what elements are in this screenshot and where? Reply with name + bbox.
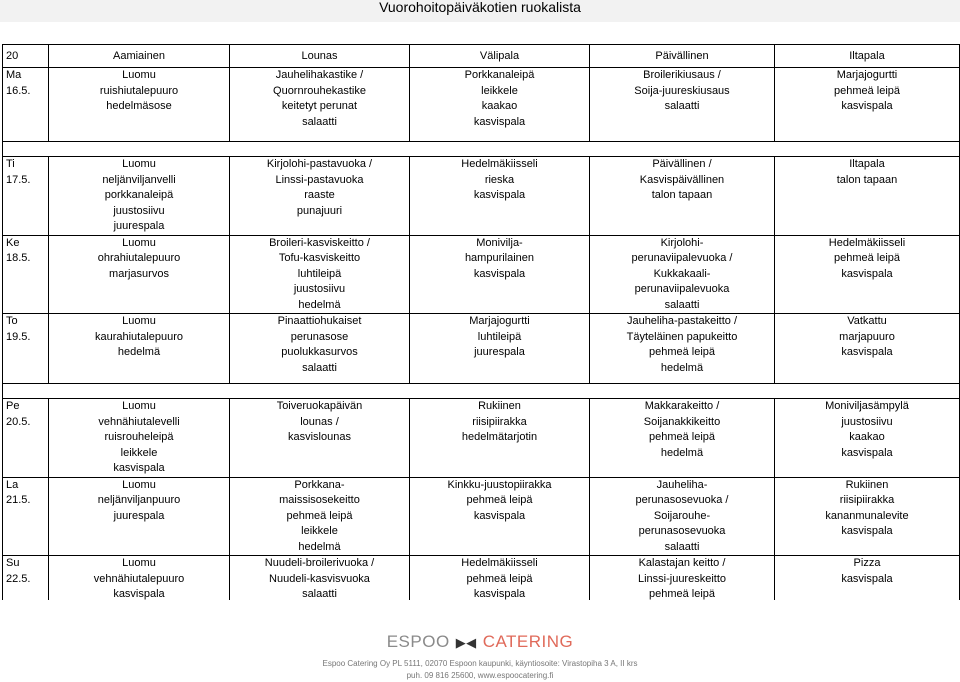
menu-line: hedelmä [298, 298, 341, 311]
menu-line: marjapuuro [839, 330, 895, 343]
menu-line: kasvispala [473, 588, 526, 600]
menu-cell [230, 235, 410, 314]
menu-line: ohrahiutalepuuro [97, 252, 181, 264]
menu-line: Jauhelihakastike / [275, 69, 364, 81]
menu-line: Soijanakkikeitto [643, 415, 721, 428]
menu-line: Kinkku-juustopiirakka [447, 478, 552, 491]
menu-line: leikkele [301, 525, 338, 537]
menu-line: hedelmä [660, 446, 704, 459]
address-line-1: Espoo Catering Oy PL 5111, 02070 Espoon kaupunki, käyntiosoite: Virastopiha 3 A, II krs [322, 659, 638, 668]
menu-line: Monivilja- [476, 236, 523, 249]
menu-line: Broilerikiusaus / [643, 69, 721, 81]
menu-line: hedelmä [660, 361, 704, 374]
menu-line: Luomu [122, 557, 156, 569]
menu-line: Luomu [122, 158, 156, 170]
page-title-bar [0, 0, 960, 22]
menu-line: porkkanaleipä [104, 189, 174, 201]
menu-line: perunasose [290, 330, 349, 343]
day-cell [3, 68, 49, 142]
menu-line: salaatti [302, 361, 337, 374]
menu-line: salaatti [664, 100, 700, 112]
menu-line: Rukiinen [845, 478, 889, 491]
menu-line: Pizza [853, 557, 881, 569]
menu-line: Moniviljasämpylä [825, 400, 909, 412]
spacer-row [3, 384, 960, 399]
menu-line: punajuuri [296, 204, 343, 217]
menu-line: rieska [484, 173, 515, 186]
menu-line: Makkarakeitto / [644, 400, 720, 412]
menu-cell [230, 399, 410, 478]
menu-line: pehmeä leipä [833, 84, 901, 97]
menu-line: salaatti [302, 588, 337, 600]
espoo-catering-logo [0, 632, 960, 652]
menu-line: Hedelmäkiisseli [828, 236, 906, 249]
menu-cell [590, 314, 775, 384]
table-row [3, 477, 960, 556]
menu-line: neljänviljanpuuro [97, 494, 181, 506]
menu-line: riisipiirakka [839, 494, 895, 506]
menu-line: Iltapala [849, 158, 885, 170]
menu-line: luhtileipä [477, 330, 522, 343]
menu-line: pehmeä leipä [648, 588, 716, 600]
menu-line: puolukkasurvos [281, 346, 358, 358]
menu-line: Luomu [122, 478, 156, 491]
menu-line: Täyteläinen papukeitto [626, 330, 738, 343]
menu-line: kasvispala [473, 189, 526, 201]
menu-line: kasvislounas [288, 431, 351, 443]
menu-line: juustosiivu [841, 415, 893, 428]
menu-line: juurespala [113, 220, 165, 232]
menu-line: kaurahiutalepuuro [94, 330, 184, 343]
menu-line: ruishiutalepuuro [99, 84, 179, 97]
header-row [3, 45, 960, 68]
menu-line: hedelmätarjotin [461, 431, 538, 443]
weekday-label: Ma [6, 69, 22, 81]
table-row [3, 235, 960, 314]
menu-line: juustosiivu [293, 283, 346, 295]
menu-line: kasvispala [841, 346, 893, 358]
menu-line: pehmeä leipä [286, 509, 353, 522]
menu-cell [230, 477, 410, 556]
menu-cell [590, 235, 775, 314]
menu-cell [49, 235, 230, 314]
menu-line: lounas / [300, 415, 339, 428]
menu-cell [49, 314, 230, 384]
weekday-label: Ke [6, 236, 20, 249]
menu-line: Hedelmäkiisseli [461, 557, 538, 569]
table-row [3, 157, 960, 236]
menu-line: Vatkattu [847, 315, 887, 327]
menu-line: salaatti [302, 115, 337, 128]
menu-line: Marjajogurtti [836, 69, 898, 81]
menu-line: Quornrouhekastike [273, 84, 366, 97]
menu-line: Hedelmäkiisseli [461, 158, 538, 170]
menu-line: keitetyt perunat [281, 100, 358, 112]
menu-line: perunasosevuoka / [635, 494, 729, 506]
menu-table [2, 44, 960, 619]
menu-cell [410, 477, 590, 556]
menu-line: kasvispala [113, 588, 165, 600]
date-label: 18.5. [6, 252, 31, 264]
menu-line: hedelmä [117, 346, 161, 358]
weekday-label: Su [6, 557, 20, 569]
menu-line: kasvispala [473, 267, 526, 280]
menu-line: talon tapaan [651, 189, 713, 201]
weekday-label: Pe [6, 400, 20, 412]
day-cell [3, 477, 49, 556]
menu-line: maissisosekeitto [279, 494, 360, 506]
menu-line: Kirjolohi- [660, 236, 704, 249]
menu-line: Linssi-juureskeitto [637, 572, 727, 585]
menu-cell [410, 235, 590, 314]
menu-line: neljänviljanvelli [102, 173, 176, 186]
menu-line: leikkele [120, 446, 158, 459]
menu-cell [775, 314, 960, 384]
page-title: Vuorohoitopäiväkotien ruokalista [379, 0, 581, 15]
menu-line: Luomu [122, 315, 156, 327]
menu-line: Rukiinen [478, 400, 521, 412]
menu-cell [49, 477, 230, 556]
footer-address [0, 658, 960, 682]
menu-cell [775, 399, 960, 478]
menu-line: Kalastajan keitto / [638, 557, 726, 569]
menu-line: kasvispala [473, 509, 526, 522]
week-number: 20 [3, 45, 49, 68]
bowtie-icon: ▶◀ [455, 635, 477, 650]
menu-cell [775, 235, 960, 314]
date-label: 22.5. [6, 572, 31, 585]
menu-line: Jauheliha- [656, 478, 708, 491]
menu-line: kasvispala [113, 462, 165, 474]
menu-line: juurespala [113, 509, 165, 522]
menu-line: perunasosevuoka [638, 525, 726, 537]
menu-line: leikkele [481, 84, 518, 97]
menu-line: Nuudeli-kasvisvuoka [269, 572, 370, 585]
menu-line: Tofu-kasviskeitto [278, 252, 361, 264]
day-cell [3, 399, 49, 478]
menu-line: Porkkanaleipä [464, 69, 535, 81]
menu-line: riisipiirakka [472, 415, 527, 428]
menu-line: pehmeä leipä [466, 572, 533, 585]
day-cell [3, 235, 49, 314]
menu-cell [49, 157, 230, 236]
menu-line: Soijarouhe- [653, 509, 711, 522]
menu-line: pehmeä leipä [833, 252, 901, 264]
menu-cell [49, 68, 230, 142]
date-label: 17.5. [6, 173, 31, 186]
menu-line: Toiveruokapäivän [276, 400, 363, 412]
day-cell [3, 314, 49, 384]
date-label: 21.5. [6, 494, 31, 506]
menu-line: luhtileipä [297, 267, 342, 280]
menu-cell [410, 68, 590, 142]
menu-line: Porkkana- [294, 478, 345, 491]
menu-line: hampurilainen [464, 252, 535, 264]
menu-line: Kukkakaali- [653, 267, 711, 280]
day-cell [3, 157, 49, 236]
menu-line: pehmeä leipä [466, 494, 533, 506]
menu-line: kaakao [849, 431, 885, 443]
menu-cell [775, 68, 960, 142]
menu-line: juurespala [474, 346, 525, 358]
menu-cell [49, 399, 230, 478]
col-paivallinen: Päivällinen [590, 45, 775, 68]
menu-line: Kirjolohi-pastavuoka / [266, 158, 373, 170]
footer [0, 600, 960, 681]
menu-line: kasvispala [841, 446, 893, 459]
menu-cell [590, 157, 775, 236]
menu-line: salaatti [664, 298, 700, 311]
menu-line: vehnähiutalepuuro [93, 572, 185, 585]
menu-line: Broileri-kasviskeitto / [269, 236, 370, 249]
menu-line: kaakao [481, 100, 518, 112]
menu-cell [775, 477, 960, 556]
menu-line: juustosiivu [113, 204, 165, 217]
menu-line: marjasurvos [109, 267, 169, 280]
col-aamiainen: Aamiainen [49, 45, 230, 68]
menu-cell [590, 399, 775, 478]
col-lounas: Lounas [230, 45, 410, 68]
menu-cell [410, 314, 590, 384]
table-row [3, 68, 960, 142]
date-label: 20.5. [6, 415, 31, 428]
menu-line: Päivällinen / [652, 158, 712, 170]
menu-line: Linssi-pastavuoka [275, 173, 364, 186]
menu-line: hedelmä [298, 540, 341, 553]
menu-line: perunaviipalevuoka [634, 283, 730, 295]
menu-cell [230, 157, 410, 236]
menu-line: kasvispala [841, 572, 893, 585]
table-row [3, 399, 960, 478]
menu-cell [590, 477, 775, 556]
menu-cell [410, 157, 590, 236]
spacer-row [3, 142, 960, 157]
col-iltapala: Iltapala [775, 45, 960, 68]
menu-cell [410, 399, 590, 478]
weekday-label: To [6, 315, 18, 327]
menu-line: Luomu [122, 400, 156, 412]
menu-line: kasvispala [473, 115, 526, 128]
menu-line: pehmeä leipä [648, 346, 716, 358]
menu-line: pehmeä leipä [648, 431, 716, 443]
menu-line: kasvispala [841, 267, 893, 280]
date-label: 19.5. [6, 330, 31, 343]
menu-line: Soija-juureskiusaus [634, 84, 730, 97]
menu-line: Pinaattiohukaiset [277, 315, 362, 327]
col-valipala: Välipala [410, 45, 590, 68]
menu-line: talon tapaan [836, 173, 898, 186]
logo-espoo: ESPOO [386, 632, 450, 651]
menu-line: perunaviipalevuoka / [631, 252, 733, 264]
logo-catering: CATERING [482, 632, 574, 651]
menu-cell [590, 68, 775, 142]
menu-line: hedelmäsose [106, 100, 172, 112]
table-row [3, 314, 960, 384]
menu-cell [775, 157, 960, 236]
menu-line: kananmunalevite [825, 509, 909, 522]
menu-line: Marjajogurtti [469, 315, 530, 327]
menu-line: Kasvispäivällinen [639, 173, 725, 186]
menu-line: Jauheliha-pastakeitto / [626, 315, 738, 327]
menu-cell [230, 68, 410, 142]
date-label: 16.5. [6, 84, 31, 97]
menu-line: Luomu [122, 69, 156, 81]
menu-line: Luomu [122, 236, 156, 249]
menu-line: raaste [304, 189, 335, 201]
menu-line: kasvispala [841, 100, 893, 112]
menu-cell [230, 314, 410, 384]
weekday-label: Ti [6, 158, 15, 170]
address-line-2: puh. 09 816 25600, www.espoocatering.fi [406, 671, 554, 680]
menu-line: ruisrouheleipä [104, 431, 174, 443]
menu-line: vehnähiutalevelli [98, 415, 180, 428]
weekday-label: La [6, 478, 19, 491]
menu-line: salaatti [664, 540, 700, 553]
menu-line: Nuudeli-broilerivuoka / [264, 557, 375, 569]
menu-line: kasvispala [841, 525, 893, 537]
